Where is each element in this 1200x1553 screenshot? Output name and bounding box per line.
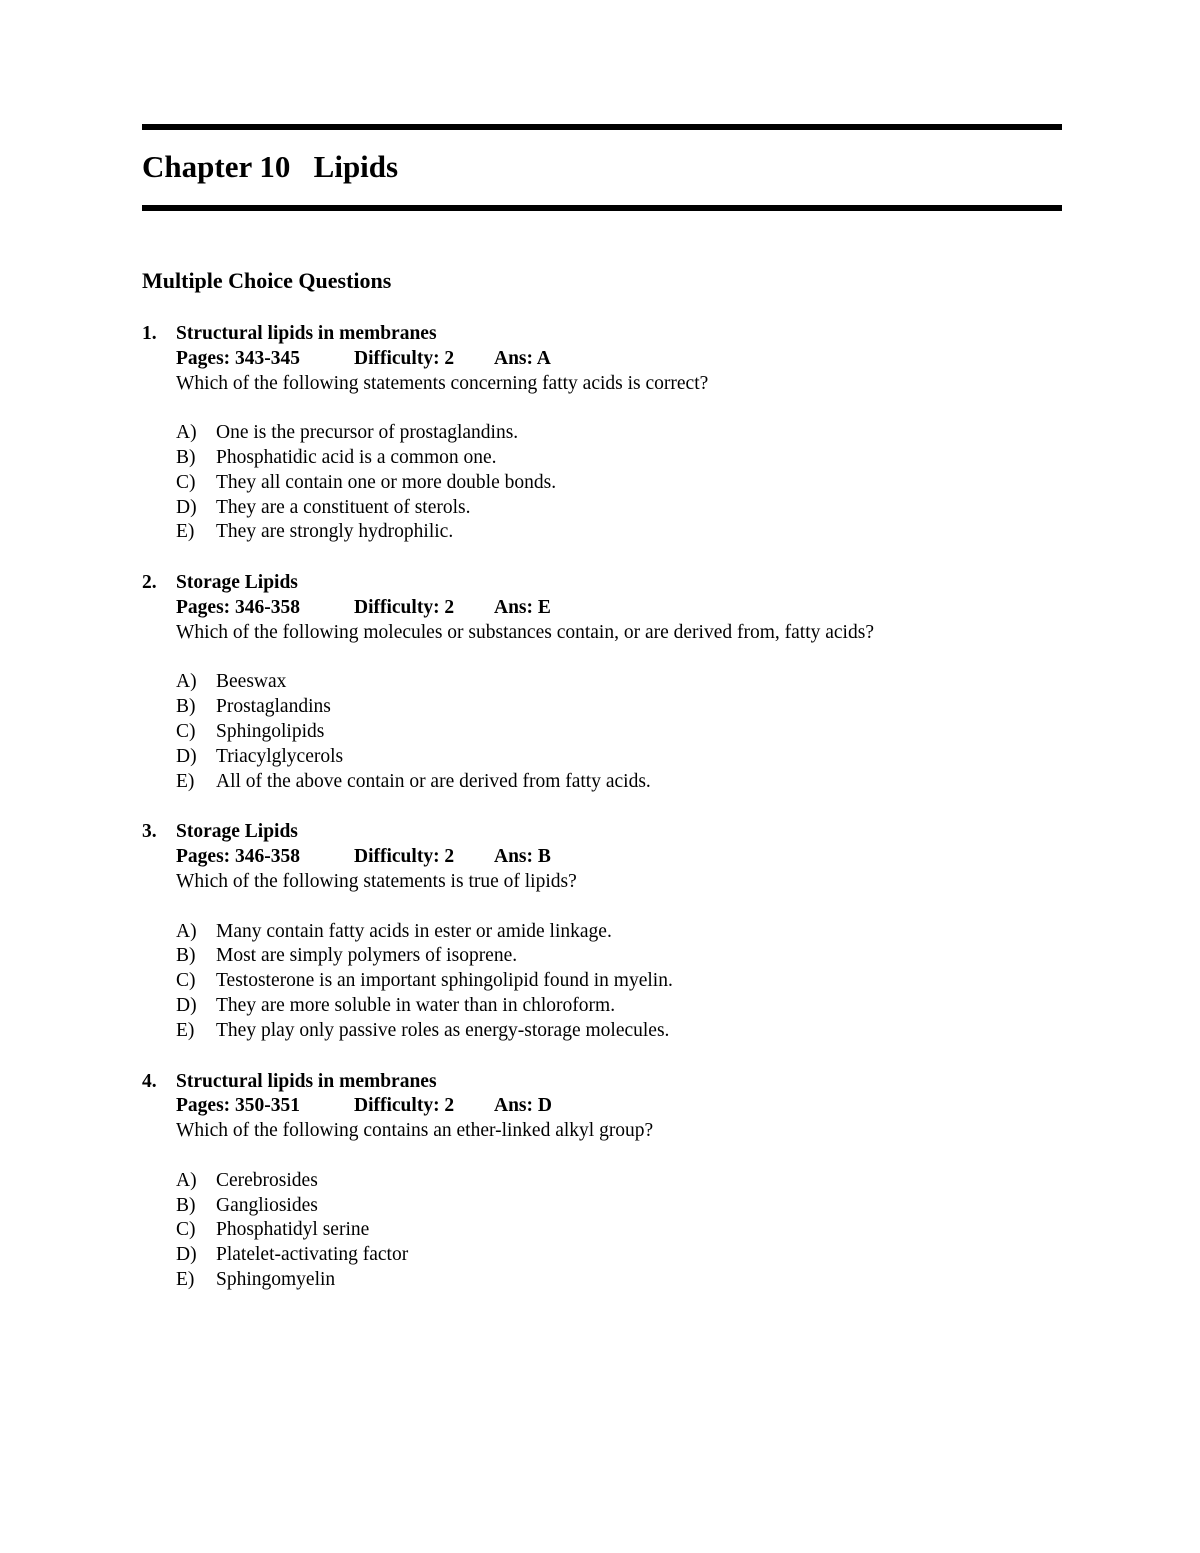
question-stem: Which of the following contains an ether-linked alkyl group?	[176, 1120, 654, 1142]
option-text: Phosphatidyl serine	[216, 1219, 370, 1241]
question-topic: Structural lipids in membranes	[176, 323, 437, 344]
top-rule	[142, 124, 1062, 130]
question-pages: Pages: 350-351	[176, 1095, 301, 1117]
question-number: 3.	[142, 821, 157, 843]
option-letter: D)	[176, 745, 197, 767]
option-letter: B)	[176, 696, 196, 718]
question-item	[142, 571, 1062, 794]
option-letter: B)	[176, 1194, 196, 1216]
option-text: One is the precursor of prostaglandins.	[216, 422, 519, 444]
question-number: 2.	[142, 572, 157, 594]
option-text: They are strongly hydrophilic.	[216, 521, 454, 543]
option-text: They play only passive roles as energy-storage molecules.	[216, 1019, 670, 1041]
question-meta	[176, 845, 1062, 870]
question-meta	[176, 1094, 1062, 1119]
option-text: Many contain fatty acids in ester or amide linkage.	[216, 920, 612, 942]
answer-option	[176, 446, 1062, 471]
option-letter: E)	[176, 1268, 195, 1290]
option-list	[176, 1169, 1062, 1293]
option-text: Cerebrosides	[216, 1169, 318, 1191]
option-text: Gangliosides	[216, 1194, 318, 1216]
question-difficulty: Difficulty: 2	[354, 347, 455, 369]
question-list	[142, 322, 1062, 1293]
question-stem: Which of the following statements concerning fatty acids is correct?	[176, 372, 709, 394]
question-item	[142, 820, 1062, 1043]
option-text: Platelet-activating factor	[216, 1244, 409, 1266]
answer-option	[176, 969, 1062, 994]
question-body	[176, 1070, 1062, 1293]
option-text: Most are simply polymers of isoprene.	[216, 945, 518, 967]
answer-option	[176, 496, 1062, 521]
option-text: Testosterone is an important sphingolipid found in myelin.	[216, 970, 673, 992]
option-text: Sphingolipids	[216, 720, 325, 742]
option-text: Triacylglycerols	[216, 745, 344, 767]
question-number: 1.	[142, 323, 157, 344]
option-letter: C)	[176, 471, 196, 493]
answer-option	[176, 471, 1062, 496]
option-letter: A)	[176, 1169, 197, 1191]
answer-option	[176, 1218, 1062, 1243]
option-list	[176, 920, 1062, 1044]
option-letter: C)	[176, 720, 196, 742]
option-letter: E)	[176, 521, 195, 543]
answer-option	[176, 720, 1062, 745]
question-number: 4.	[142, 1070, 157, 1092]
question-item	[142, 1070, 1062, 1293]
answer-option	[176, 695, 1062, 720]
question-pages: Pages: 346-358	[176, 596, 301, 618]
question-meta	[176, 596, 1062, 621]
question-body	[176, 571, 1062, 794]
question-topic: Structural lipids in membranes	[176, 1070, 437, 1092]
answer-option	[176, 745, 1062, 770]
question-difficulty: Difficulty: 2	[354, 846, 455, 868]
question-item	[142, 322, 1062, 545]
question-stem: Which of the following molecules or substances contain, or are derived from, fatty acids?	[176, 621, 874, 643]
bottom-rule	[142, 205, 1062, 211]
answer-option	[176, 1268, 1062, 1293]
answer-option	[176, 1169, 1062, 1194]
answer-option	[176, 421, 1062, 446]
option-letter: A)	[176, 920, 197, 942]
question-body	[176, 820, 1062, 1043]
option-list	[176, 421, 1062, 545]
section-title: Multiple Choice Questions	[142, 268, 392, 293]
option-letter: D)	[176, 1244, 197, 1266]
question-stem: Which of the following statements is true of lipids?	[176, 870, 577, 892]
option-letter: A)	[176, 422, 197, 444]
answer-option	[176, 670, 1062, 695]
answer-option	[176, 1243, 1062, 1268]
option-list	[176, 670, 1062, 794]
question-meta	[176, 347, 1062, 372]
option-text: They are a constituent of sterols.	[216, 496, 471, 518]
question-topic: Storage Lipids	[176, 572, 298, 594]
option-letter: C)	[176, 1219, 196, 1241]
question-difficulty: Difficulty: 2	[354, 596, 455, 618]
document-page	[142, 124, 1062, 1319]
option-letter: C)	[176, 970, 196, 992]
chapter-title: Chapter 10 Lipids	[142, 149, 399, 184]
answer-option	[176, 520, 1062, 545]
option-text: All of the above contain or are derived from fatty acids.	[216, 770, 651, 792]
question-answer: Ans: A	[494, 347, 551, 369]
question-difficulty: Difficulty: 2	[354, 1095, 455, 1117]
option-letter: D)	[176, 496, 197, 518]
question-answer: Ans: D	[494, 1095, 552, 1117]
option-text: They all contain one or more double bonds.	[216, 471, 557, 493]
option-letter: B)	[176, 446, 196, 468]
option-text: They are more soluble in water than in chloroform.	[216, 994, 616, 1016]
answer-option	[176, 920, 1062, 945]
answer-option	[176, 1019, 1062, 1044]
option-text: Beeswax	[216, 671, 287, 693]
option-text: Phosphatidic acid is a common one.	[216, 446, 497, 468]
answer-option	[176, 770, 1062, 795]
answer-option	[176, 1194, 1062, 1219]
option-letter: D)	[176, 994, 197, 1016]
answer-option	[176, 994, 1062, 1019]
option-letter: A)	[176, 671, 197, 693]
question-answer: Ans: E	[494, 596, 551, 618]
option-letter: B)	[176, 945, 196, 967]
question-pages: Pages: 343-345	[176, 347, 301, 369]
option-text: Sphingomyelin	[216, 1268, 336, 1290]
answer-option	[176, 944, 1062, 969]
question-pages: Pages: 346-358	[176, 846, 301, 868]
option-letter: E)	[176, 1019, 195, 1041]
option-letter: E)	[176, 770, 195, 792]
question-topic: Storage Lipids	[176, 821, 298, 843]
question-answer: Ans: B	[494, 846, 551, 868]
option-text: Prostaglandins	[216, 696, 331, 718]
question-body	[176, 322, 1062, 545]
